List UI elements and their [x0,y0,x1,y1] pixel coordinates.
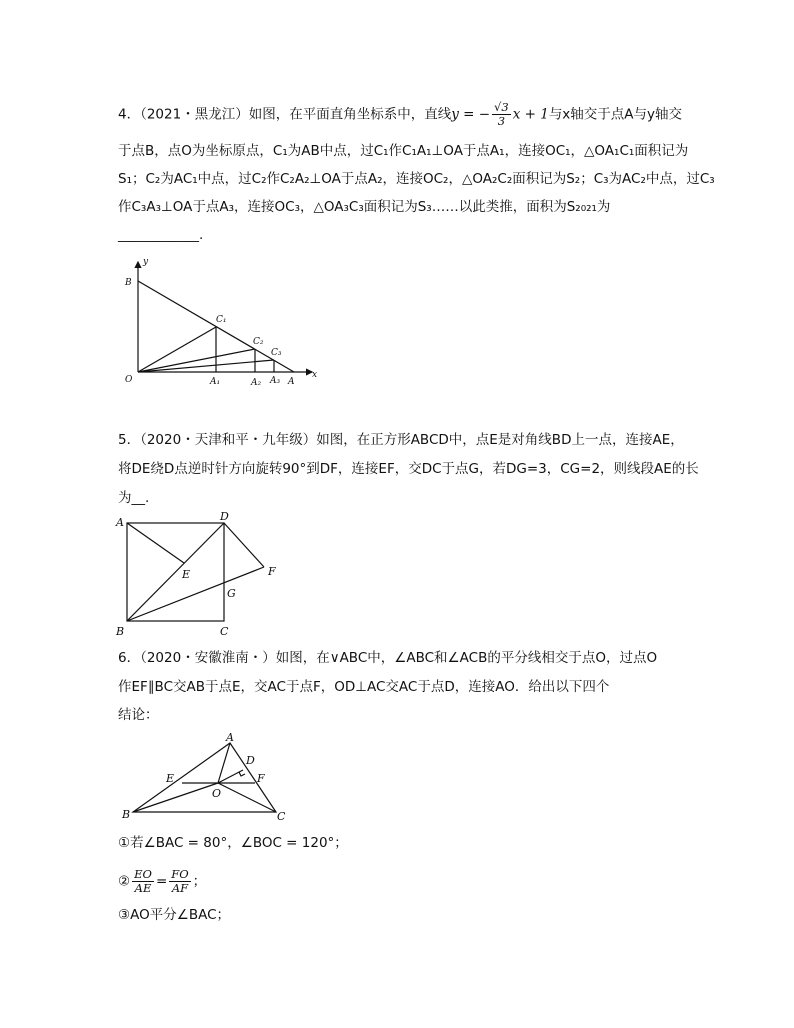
q4-text-after-equation: 与x轴交于点A与y轴交 [548,106,683,123]
q4-equation-y: y = − [451,106,491,123]
q6-fraction-1-numerator: EO [134,867,152,881]
q4-text-intro: 4．（2021・黑龙江）如图，在平面直角坐标系中，直线 [118,106,452,123]
q5-line-3: 为__. [118,490,150,506]
q5-label-d: D [220,510,229,523]
q5-line-1: 5．（2020・天津和平・九年级）如图，在正方形ABCD中，点E是对角线BD上一点，连接AE， [118,432,684,448]
q6-equals-sign: = [155,873,168,890]
q6-fraction-2-numerator: FO [171,867,189,881]
q6-conclusion-1: ①若∠BAC = 80°，∠BOC = 120°； [118,835,348,851]
q5-label-a: A [116,516,124,529]
q5-label-c: C [220,625,229,638]
q5-label-g: G [227,587,236,600]
q6-right-angle-mark [239,772,245,776]
q5-label-f: F [268,565,276,578]
q4-label-y: y [143,257,149,267]
q6-line-2: 作EF∥BC交AB于点E，交AC于点F，OD⊥AC交AC于点D，连接AO．给出以下四个 [118,679,610,695]
q6-line-3: 结论： [118,707,159,723]
q6-conclusion-2-marker: ② [118,873,131,890]
q6-label-a: A [226,731,234,744]
q4-fraction-numerator: √3 [494,100,509,114]
q5-label-e: E [182,568,191,581]
q4-label-b: B [125,278,132,288]
q6-label-c: C [277,810,286,823]
q6-conclusion-3: ③AO平分∠BAC； [118,907,231,923]
q4-label-a1: A₁ [210,377,221,387]
q4-label-a: A [288,377,295,387]
q4-label-c1: C₁ [216,315,227,325]
q6-label-b: B [122,808,131,821]
q6-line-1: 6．（2020・安徽淮南・）如图，在∨ABC中，∠ABC和∠ACB的平分线相交于点O，过点O [118,650,658,666]
q5-line-2: 将DE绕D点逆时针方向旋转90°到DF，连接EF，交DC于点G，若DG=3，CG=2，则线段AE的长 [118,461,699,477]
q6-conclusion-2 [118,868,206,895]
q6-label-f: F [257,772,265,785]
q6-segment-co [218,783,276,812]
q4-label-x: x [312,370,318,380]
q5-label-b: B [116,625,125,638]
q6-fraction-eo-ae [132,868,154,895]
q4-label-a2: A₂ [251,378,262,388]
q6-fraction-fo-af [169,868,190,895]
q4-line-4: 作C₃A₃⊥OA于点A₃，连接OC₃，△OA₃C₃面积记为S₃……以此类推，面积为S₂₀₂₁为 [118,199,611,215]
q6-label-d: D [246,754,255,767]
q6-fraction-1-denominator: AE [134,881,152,895]
q4-answer-blank: ____________. [118,227,204,243]
q4-label-c3: C₃ [271,348,282,358]
q4-equation-tail: x + 1 [512,106,549,123]
q6-conclusion-2-end: ； [192,873,207,890]
q6-label-e: E [166,772,175,785]
q4-label-o: O [125,375,133,385]
q4-line-2: 于点B，点O为坐标原点，C₁为AB中点，过C₁作C₁A₁⊥OA于点A₁，连接OC₁，△OA₁C₁面积记为 [118,143,689,159]
q4-fraction-denominator: 3 [497,114,506,128]
q6-fraction-2-denominator: AF [171,881,189,895]
q4-label-c2: C₂ [253,337,264,347]
q6-label-o: O [212,787,222,800]
q6-segment-bo [133,783,218,812]
q4-label-a3: A₃ [270,376,281,386]
q4-line-3: S₁；C₂为AC₁中点，过C₂作C₂A₂⊥OA于点A₂，连接OC₂，△OA₂C₂面积记为S₂；C₃为AC₂中点，过C₃ [118,171,715,187]
q6-segment-ao [218,743,230,783]
